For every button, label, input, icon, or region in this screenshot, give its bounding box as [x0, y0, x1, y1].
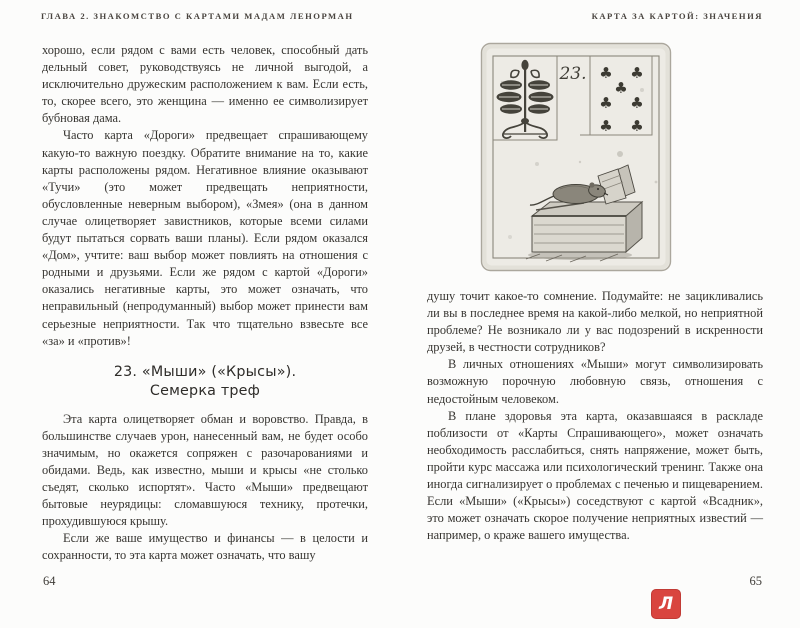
club-icon: ♣ — [630, 64, 644, 82]
body-paragraph: Эта карта олицетворяет обман и воровство. Правда, в большинстве случаев урон, нанесенный вам, не будет особо значимым, но окажется сопряжен с разочарованиями и обидами. Ведь, как известно, мыши и крысы «не столько съедят, сколько испортят». Часто «Мыши» предвещают бытовые неурядицы: сломавшуюся технику, протечки, прохудившуюся крышу. — [42, 411, 368, 529]
body-paragraph: Если же ваше имущество и финансы — в целости и сохранности, то эта карта может означать, что вашу — [42, 531, 368, 563]
body-paragraph: В личных отношениях «Мыши» могут символизировать возможную порочную любовную связь, отношения с недостойным человеком. — [427, 357, 763, 406]
body-paragraph: В плане здоровья эта карта, оказавшаяся в раскладе поблизости от «Карты Спрашивающего», может означать необходимость расслабиться, снять напряжение, может быть, пройти курс массажа или психологический тренинг. Также она иногда сигнализирует о проблемах с печенью и пищеварением. Если «Мыши» («Крысы») соседствуют с картой «Всадник», это может означать скорое получение неприятных известий — например, о краже вашего имущества. — [427, 408, 763, 543]
running-header-right: КАРТА ЗА КАРТОЙ: ЗНАЧЕНИЯ — [591, 11, 763, 21]
labirint-logo-letter: Л — [658, 594, 674, 614]
club-icon: ♣ — [599, 117, 613, 135]
body-paragraph: душу точит какое-то сомнение. Подумайте: не зацикливались ли вы в последнее время на какой-либо мелкой, но неприятной проблеме? Не возникало ли у вас подозрений в искренности друзей, в честности сотрудников? — [427, 289, 763, 355]
left-page-column — [42, 42, 368, 565]
labirint-logo — [651, 589, 681, 619]
section-heading-line1: 23. «Мыши» («Крысы»). — [113, 363, 297, 380]
body-paragraph: Часто карта «Дороги» предвещает спрашивающему какую-то важную поездку. Обратите внимание на то, какие карты расположены рядом. Негативное влияние оказывают «Тучи» (это может предвещать неприятности, обусловленные неверным выбором), «Змея» (она в данном случае олицетворяет завистников, которые всеми силами будут пытаться сорвать ваши планы). Если рядом оказался «Дом», учтите: ваш выбор может повлиять на отношения с родными и друзьями. Если же рядом с картой «Дороги» оказались негативные карты, это может означать, что неправильный (непродуманный) выбор может принести вам серьезные неприятности. Так что тщательно взвесьте все «за» и «против»! — [42, 128, 368, 348]
lenormand-card-image — [480, 42, 672, 272]
section-heading-line2: Семерка треф — [149, 383, 261, 400]
page-number-left: 64 — [43, 574, 56, 588]
right-page-column — [427, 34, 763, 544]
running-header-left: ГЛАВА 2. ЗНАКОМСТВО С КАРТАМИ МАДАМ ЛЕНОРМАН — [41, 11, 354, 21]
page-number-right: 65 — [749, 574, 762, 588]
club-icon: ♣ — [614, 79, 628, 97]
card-number: 23. — [559, 64, 587, 84]
club-icon: ♣ — [630, 117, 644, 135]
section-heading — [42, 363, 368, 402]
body-paragraph: хорошо, если рядом с вами есть человек, способный дать дельный совет, руководствуясь не личной выгодой, а исключительно дружеским расположением к вам. Если есть, то, скорее всего, это женщина — именно ее символизирует бубновая дама. — [42, 43, 368, 126]
club-icon: ♣ — [599, 94, 613, 112]
club-icon: ♣ — [599, 64, 613, 82]
club-icon: ♣ — [630, 94, 644, 112]
lenormand-card-svg — [480, 42, 672, 272]
